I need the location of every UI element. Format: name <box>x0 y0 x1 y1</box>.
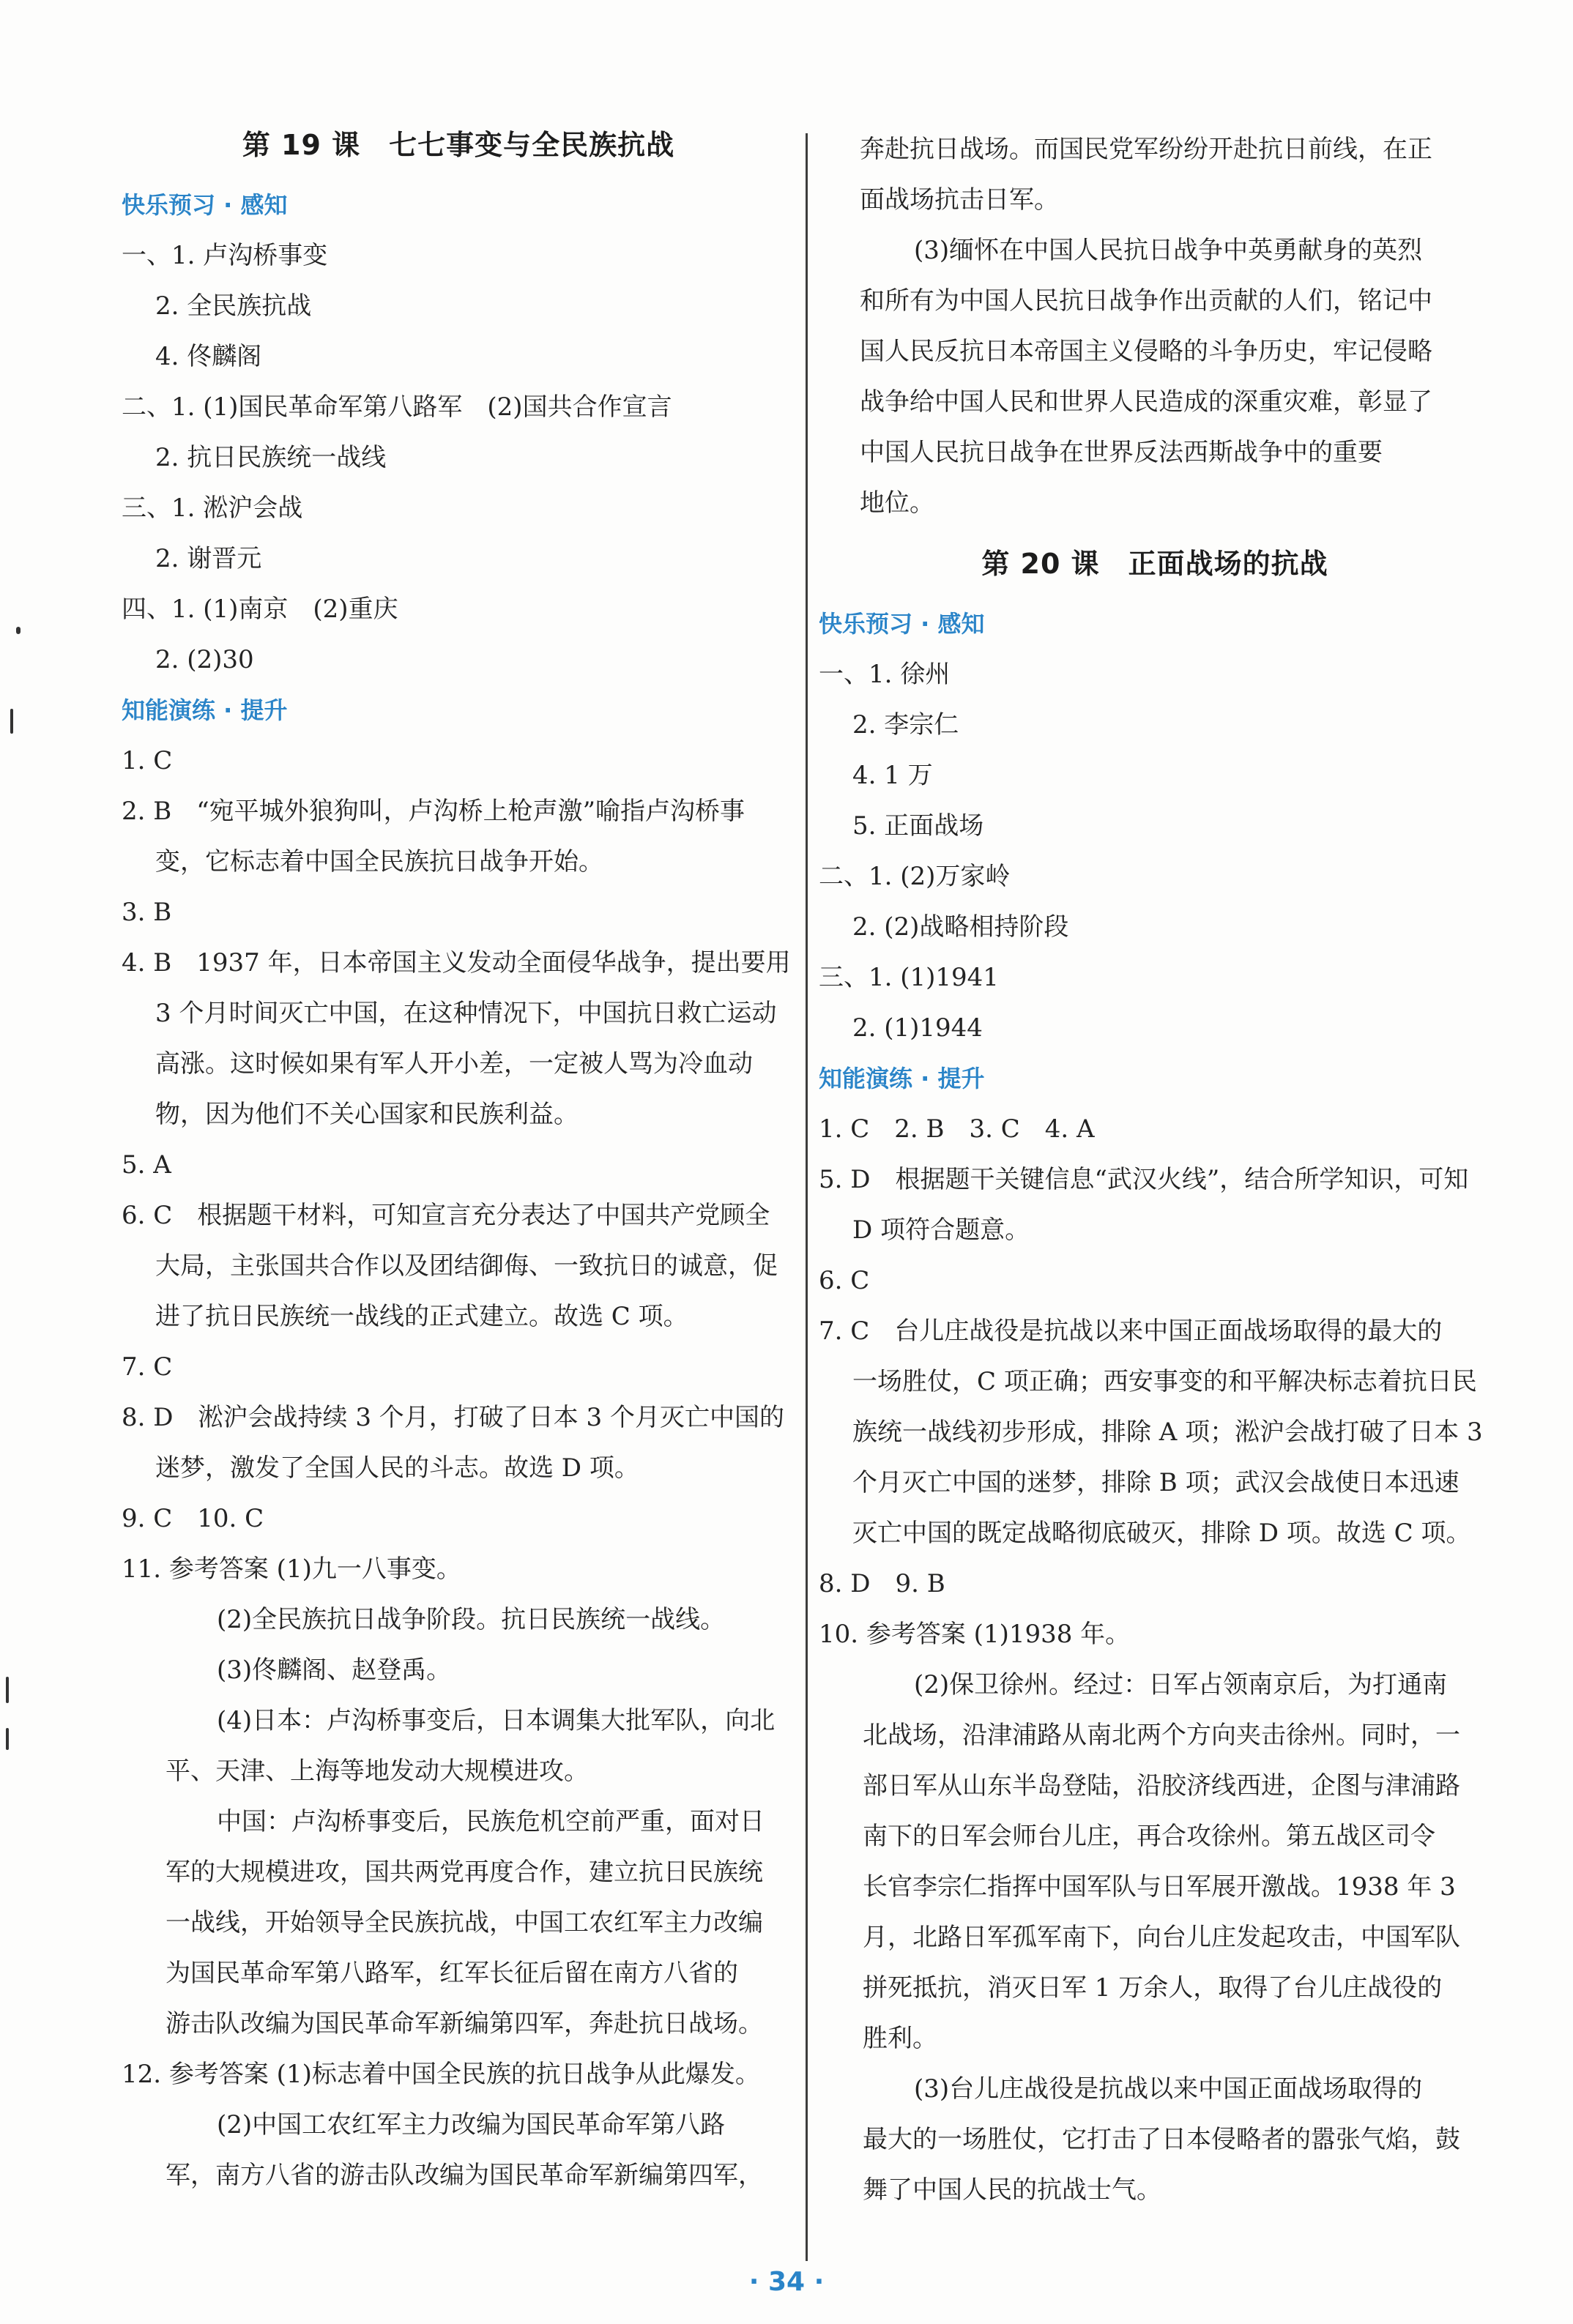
answer-11-cont: 军的大规模进攻，国共两党再度合作，建立抗日民族统 <box>166 1858 763 1887</box>
answer-12-cont: 和所有为中国人民抗日战争作出贡献的人们，铭记中 <box>860 286 1432 316</box>
preview-line: 二、1. (1)国民革命军第八路军 (2)国共合作宣言 <box>122 392 672 422</box>
answer-12-cont: (2)中国工农红军主力改编为国民革命军第八路 <box>217 2110 726 2139</box>
answer-4-cont: 物，因为他们不关心国家和民族利益。 <box>155 1100 579 1129</box>
answer-11-cont: 游击队改编为国民革命军新编第四军，奔赴抗日战场。 <box>166 2009 763 2038</box>
preview-line: 2. 全民族抗战 <box>155 291 312 321</box>
answer-9-10: 9. C 10. C <box>122 1504 264 1533</box>
answer-12-cont: 地位。 <box>860 488 934 518</box>
answer-3: 3. B <box>122 898 172 927</box>
answer-11: 11. 参考答案 (1)九一八事变。 <box>122 1554 461 1584</box>
answer-10-cont: 长官李宗仁指挥中国军队与日军展开激战。1938 年 3 <box>863 1872 1456 1902</box>
answer-11-cont: (2)全民族抗日战争阶段。抗日民族统一战线。 <box>217 1605 726 1634</box>
answer-11-cont: (3)佟麟阁、赵登禹。 <box>217 1656 452 1685</box>
answer-2: 2. B “宛平城外狼狗叫，卢沟桥上枪声激”喻指卢沟桥事 <box>122 797 745 826</box>
answer-7-cont: 族统一战线初步形成，排除 A 项；淞沪会战打破了日本 3 <box>852 1418 1483 1447</box>
answer-12: 12. 参考答案 (1)标志着中国全民族的抗日战争从此爆发。 <box>122 2060 760 2089</box>
answer-5: 5. D 根据题干关键信息“武汉火线”，结合所学知识，可知 <box>819 1165 1469 1194</box>
answer-10-cont: 胜利。 <box>863 2024 937 2053</box>
preview-line: 二、1. (2)万家岭 <box>819 862 1011 891</box>
answer-11-cont: 平、天津、上海等地发动大规模进攻。 <box>166 1757 589 1786</box>
section-practice-header: 知能演练 · 提升 <box>122 696 288 724</box>
answer-12-cont: 军，南方八省的游击队改编为国民革命军新编第四军， <box>166 2161 763 2190</box>
preview-line: 4. 1 万 <box>852 761 933 790</box>
preview-line: 5. 正面战场 <box>852 811 984 841</box>
scan-mark <box>16 627 21 634</box>
answer-12-cont: 国人民反抗日本帝国主义侵略的斗争历史，牢记侵略 <box>860 337 1432 366</box>
section-practice-header: 知能演练 · 提升 <box>819 1065 985 1092</box>
preview-line: 2. (2)战略相持阶段 <box>852 912 1069 942</box>
lesson-20-title: 第 20 课 正面战场的抗战 <box>981 548 1328 580</box>
answer-10-cont: 拼死抵抗，消灭日军 1 万余人，取得了台儿庄战役的 <box>863 1973 1443 2003</box>
answer-2-cont: 变，它标志着中国全民族抗日战争开始。 <box>155 847 603 876</box>
preview-line: 一、1. 徐州 <box>819 660 951 689</box>
answer-6-cont: 进了抗日民族统一战线的正式建立。故选 C 项。 <box>155 1302 688 1331</box>
answer-10-cont: 最大的一场胜仗，它打击了日本侵略者的嚣张气焰，鼓 <box>863 2125 1460 2154</box>
answer-1: 1. C <box>122 746 173 775</box>
preview-line: 四、1. (1)南京 (2)重庆 <box>122 595 398 624</box>
preview-line: 三、1. (1)1941 <box>819 963 999 992</box>
answer-6-cont: 大局，主张国共合作以及团结御侮、一致抗日的诚意，促 <box>155 1251 778 1281</box>
section-preview-header: 快乐预习 · 感知 <box>819 610 985 638</box>
answer-4: 4. B 1937 年，日本帝国主义发动全面侵华战争，提出要用 <box>122 948 791 977</box>
answer-10-cont: (2)保卫徐州。经过：日军占领南京后，为打通南 <box>914 1670 1448 1699</box>
preview-line: 一、1. 卢沟桥事变 <box>122 241 328 270</box>
answer-11-cont: 一战线，开始领导全民族抗战，中国工农红军主力改编 <box>166 1908 763 1937</box>
answer-12-cont: (3)缅怀在中国人民抗日战争中英勇献身的英烈 <box>914 236 1423 265</box>
answer-7-cont: 灭亡中国的既定战略彻底破灭，排除 D 项。故选 C 项。 <box>852 1519 1471 1548</box>
answer-12-cont: 中国人民抗日战争在世界反法西斯战争中的重要 <box>860 438 1383 467</box>
answer-11-cont: 中国：卢沟桥事变后，民族危机空前严重，面对日 <box>217 1807 765 1836</box>
right-column <box>819 124 1491 2216</box>
answer-7: 7. C 台儿庄战役是抗战以来中国正面战场取得的最大的 <box>819 1316 1443 1346</box>
preview-line: 2. 李宗仁 <box>852 710 959 740</box>
answer-4-cont: 3 个月时间灭亡中国，在这种情况下，中国抗日救亡运动 <box>155 999 777 1028</box>
answer-10-cont: 南下的日军会师台儿庄，再合攻徐州。第五战区司令 <box>863 1822 1435 1851</box>
answer-12-cont: 战争给中国人民和世界人民造成的深重灾难，彰显了 <box>860 387 1432 417</box>
answer-5: 5. A <box>122 1150 171 1180</box>
answer-12-cont: 奔赴抗日战场。而国民党军纷纷开赴抗日前线，在正 <box>860 135 1432 164</box>
preview-line: 4. 佟麟阁 <box>155 342 262 371</box>
answer-6: 6. C 根据题干材料，可知宣言充分表达了中国共产党顾全 <box>122 1201 770 1230</box>
page-number: · 34 · <box>748 2267 825 2297</box>
lesson-19-title: 第 19 课 七七事变与全民族抗战 <box>242 129 675 161</box>
answer-10-cont: 舞了中国人民的抗战士气。 <box>863 2175 1161 2205</box>
answer-11-cont: (4)日本：卢沟桥事变后，日本调集大批军队，向北 <box>217 1706 776 1735</box>
preview-line: 2. 谢晋元 <box>155 544 262 573</box>
answer-10-cont: 北战场，沿津浦路从南北两个方向夹击徐州。同时，一 <box>863 1721 1460 1750</box>
answer-12-cont: 面战场抗击日军。 <box>860 185 1059 215</box>
scan-mark <box>10 709 13 734</box>
answer-5-cont: D 项符合题意。 <box>852 1215 1030 1245</box>
answer-7-cont: 一场胜仗，C 项正确；西安事变的和平解决标志着抗日民 <box>852 1367 1477 1396</box>
answer-6: 6. C <box>819 1266 870 1295</box>
answer-7: 7. C <box>122 1352 173 1382</box>
scan-mark <box>6 1728 9 1750</box>
left-column <box>122 110 795 2201</box>
answer-8-9: 8. D 9. B <box>819 1569 945 1598</box>
scan-mark <box>6 1677 9 1703</box>
preview-line: 2. (1)1944 <box>852 1013 983 1043</box>
answer-8: 8. D 淞沪会战持续 3 个月，打破了日本 3 个月灭亡中国的 <box>122 1403 784 1432</box>
column-divider <box>806 133 808 2261</box>
section-preview-header: 快乐预习 · 感知 <box>122 191 288 219</box>
answer-10-cont: (3)台儿庄战役是抗战以来中国正面战场取得的 <box>914 2074 1423 2104</box>
preview-line: 2. (2)30 <box>155 645 254 674</box>
preview-line: 三、1. 淞沪会战 <box>122 494 303 523</box>
preview-line: 2. 抗日民族统一战线 <box>155 443 387 472</box>
answer-7-cont: 个月灭亡中国的迷梦，排除 B 项；武汉会战使日本迅速 <box>852 1468 1459 1497</box>
answer-8-cont: 迷梦，激发了全国人民的斗志。故选 D 项。 <box>155 1453 639 1483</box>
answer-10: 10. 参考答案 (1)1938 年。 <box>819 1620 1131 1649</box>
answer-10-cont: 月，北路日军孤军南下，向台儿庄发起攻击，中国军队 <box>863 1923 1460 1952</box>
answer-1-4: 1. C 2. B 3. C 4. A <box>819 1114 1095 1144</box>
answer-10-cont: 部日军从山东半岛登陆，沿胶济线西进，企图与津浦路 <box>863 1771 1460 1800</box>
answer-11-cont: 为国民革命军第八路军，红军长征后留在南方八省的 <box>166 1959 738 1988</box>
answer-4-cont: 高涨。这时候如果有军人开小差，一定被人骂为冷血动 <box>155 1049 753 1079</box>
